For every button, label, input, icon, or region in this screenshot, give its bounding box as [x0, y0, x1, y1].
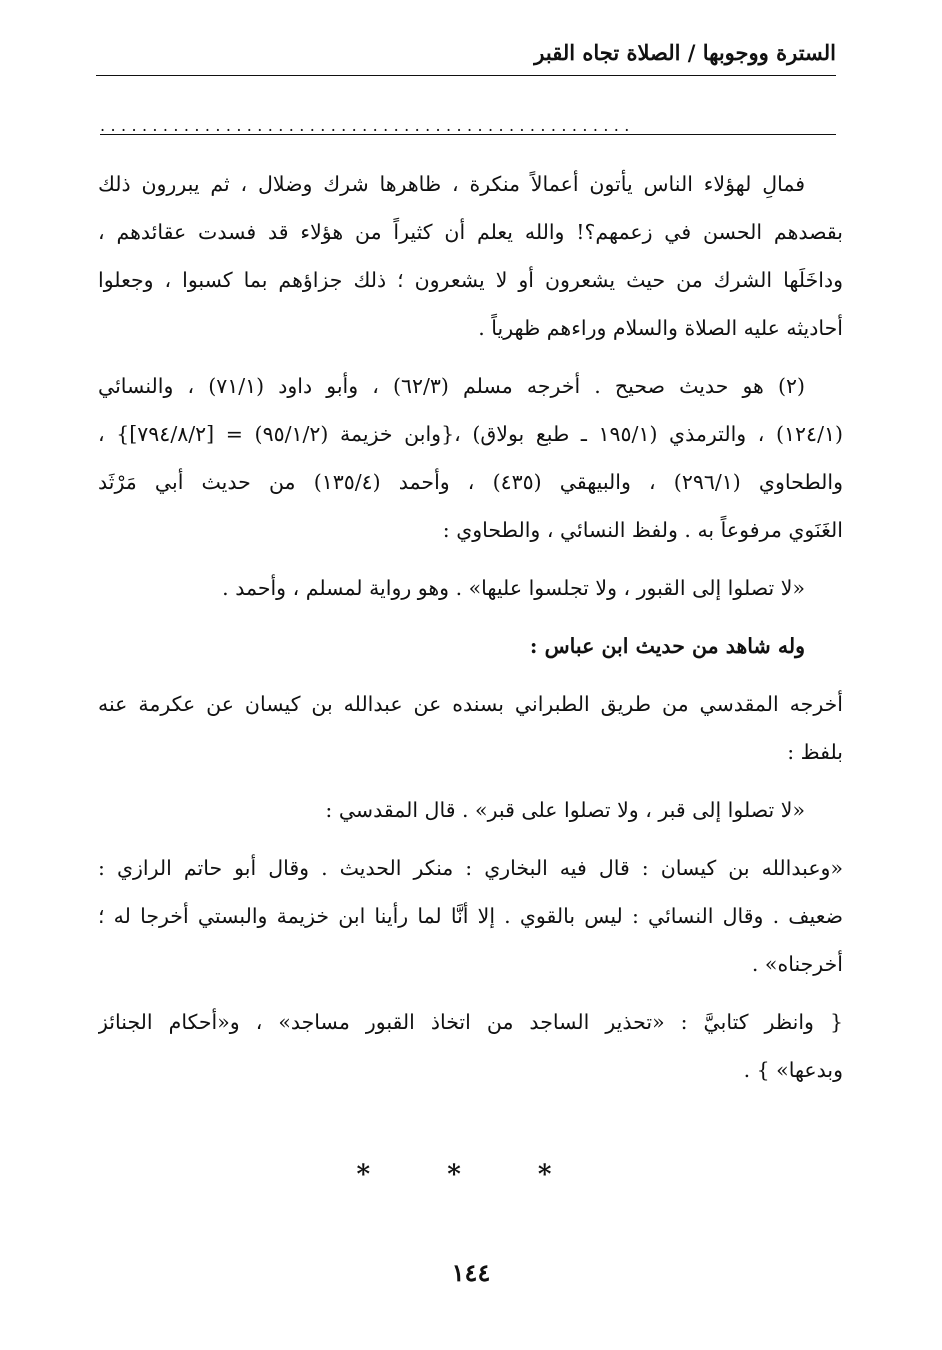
text-line: بلفظ : — [787, 740, 843, 764]
text-line: «لا تصلوا إلى القبور ، ولا تجلسوا عليها» . وهو رواية لمسلم ، وأحمد . — [222, 576, 805, 600]
running-header — [96, 36, 836, 76]
text-line: (١٢٤/١) ، والترمذي (١٩٥/١ ـ طبع بولاق) ،{وابن خزيمة (٩٥/١/٢) = [٧٩٤/٨/٢]} ، — [98, 422, 843, 446]
text-line: فمالِ لهؤلاء الناس يأتون أعمالاً منكرة ، ظاهرها شرك وضلال ، ثم يبررون ذلك — [98, 172, 805, 196]
text-line: { وانظر كتابيَّ : «تحذير الساجد من اتخاذ القبور مساجد» ، و«أحكام الجنائز — [98, 1010, 843, 1034]
separator-dots: ................................................... — [100, 116, 635, 135]
footnote-separator — [100, 118, 836, 138]
running-header-title: السترة ووجوبها / الصلاة تجاه القبر — [534, 40, 836, 65]
footnote-body — [98, 160, 843, 1094]
text-line: وله شاهد من حديث ابن عباس : — [529, 634, 805, 658]
text-line: والطحاوي (٢٩٦/١) ، والبيهقي (٤٣٥) ، وأحمد (١٣٥/٤) من حديث أبي مَرْثَد — [98, 470, 843, 494]
quote-2 — [98, 786, 843, 834]
text-line: أحاديثه عليه الصلاة والسلام وراءهم ظهرياً . — [478, 316, 843, 340]
paragraph-4 — [98, 844, 843, 988]
page-number: ١٤٤ — [451, 1258, 491, 1287]
paragraph-2-footnote — [98, 362, 843, 554]
separator-line — [100, 134, 836, 135]
text-line: وداخَلَها الشرك من حيث يشعرون أو لا يشعرون ؛ ذلك جزاؤهم بما كسبوا ، وجعلوا — [98, 268, 843, 292]
paragraph-3 — [98, 680, 843, 776]
text-line: أخرجه المقدسي من طريق الطبراني بسنده عن عبدالله بن كيسان عن عكرمة عنه — [98, 692, 843, 716]
section-stars: * * * — [356, 1160, 586, 1190]
shahid-heading — [98, 622, 843, 670]
text-line: «لا تصلوا إلى قبر ، ولا تصلوا على قبر» . قال المقدسي : — [325, 798, 805, 822]
quote-1 — [98, 564, 843, 612]
text-line: أخرجناه» . — [751, 952, 843, 976]
text-line: الغَنَوي مرفوعاً به . ولفظ النسائي ، والطحاوي : — [442, 518, 843, 542]
header-rule — [96, 75, 836, 76]
text-line: ضعيف . وقال النسائي : ليس بالقوي . إلا أنَّا لما رأينا ابن خزيمة والبستي أخرجا له ؛ — [98, 904, 843, 928]
text-line: وبدعها» } . — [743, 1058, 843, 1082]
paragraph-1 — [98, 160, 843, 352]
text-line: بقصدهم الحسن في زعمهم؟! والله يعلم أن كثيراً من هؤلاء قد فسدت عقائدهم ، — [98, 220, 843, 244]
text-line: «وعبدالله بن كيسان : قال فيه البخاري : منكر الحديث . وقال أبو حاتم الرازي : — [98, 856, 843, 880]
paragraph-5 — [98, 998, 843, 1094]
text-line: (٢) هو حديث صحيح . أخرجه مسلم (٦٢/٣) ، وأبو داود (٧١/١) ، والنسائي — [98, 374, 805, 398]
